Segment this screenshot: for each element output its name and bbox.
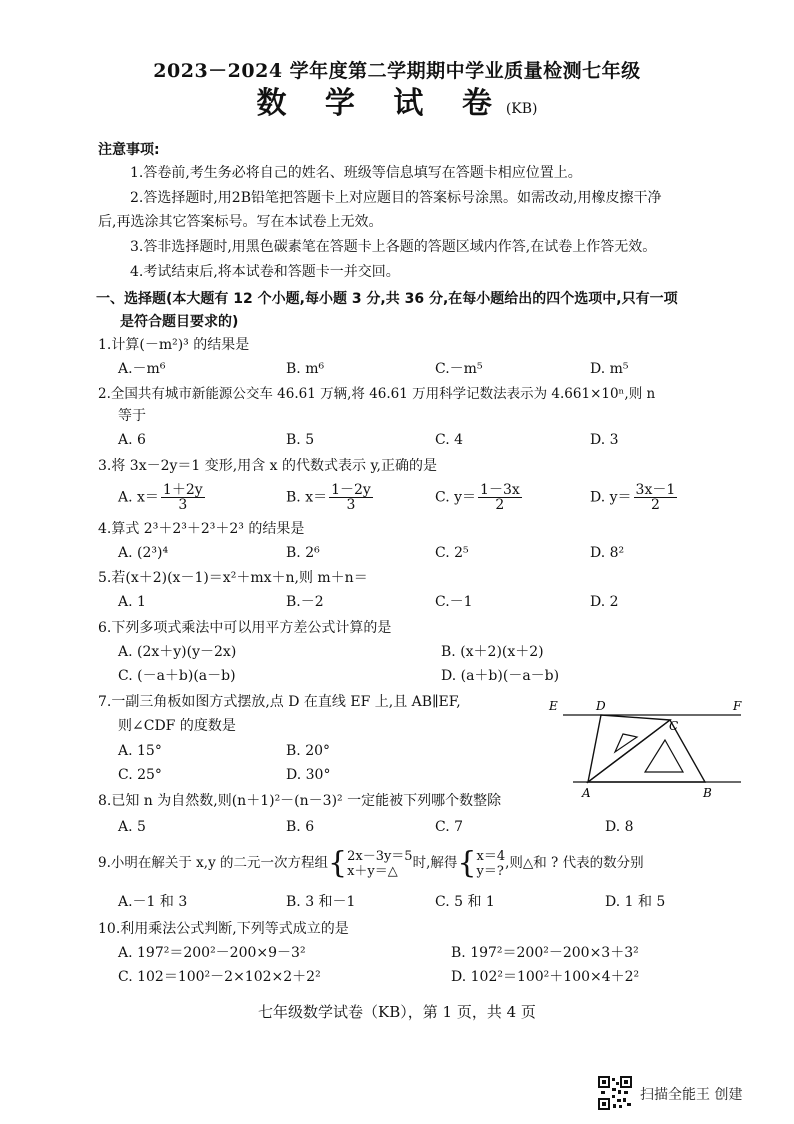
exam-title-line1: 2023－2024 学年度第二学期期中学业质量检测七年级 bbox=[153, 60, 641, 82]
q3-d-fraction: $\frac{3x-1}{2}$ bbox=[635, 482, 676, 513]
q3-option-a bbox=[118, 483, 205, 512]
q8-option-a: A. 5 bbox=[118, 819, 146, 835]
question-3: 3.将 3x－2y＝1 变形,用含 x 的代数式表示 y,正确的是 bbox=[98, 458, 437, 474]
q8-option-d: D. 8 bbox=[605, 819, 634, 835]
q3-c-fraction: $\frac{1-3x}{2}$ bbox=[480, 482, 520, 513]
exam-title-line2 bbox=[0, 86, 794, 121]
question-7-cont: 则∠CDF 的度数是 bbox=[118, 718, 236, 734]
label-d: D bbox=[596, 699, 606, 713]
question-2: 2.全国共有城市新能源公交车 46.61 万辆,将 46.61 万用科学记数法表示为 4.661×10ⁿ,则 n bbox=[98, 386, 656, 402]
section-heading-cont: 是符合题目要求的) bbox=[120, 314, 239, 330]
note-item: 2.答选择题时,用2B铅笔把答题卡上对应题目的答案标号涂黑。如需改动,用橡皮擦干净 bbox=[130, 190, 662, 206]
q3-option-c bbox=[435, 483, 522, 512]
q1-option-a: A.－m⁶ bbox=[118, 361, 166, 377]
q9-brace-icon: { bbox=[328, 845, 348, 881]
q5-option-c: C.－1 bbox=[435, 594, 473, 610]
q9-equation-system bbox=[347, 849, 413, 879]
q9-option-b: B. 3 和－1 bbox=[286, 894, 356, 910]
q9-sol2: y＝? bbox=[476, 863, 504, 879]
q10-option-d: D. 102²＝100²＋100×4＋2² bbox=[451, 969, 640, 985]
page-footer: 七年级数学试卷（KB），第 1 页，共 4 页 bbox=[258, 1003, 536, 1021]
q6-option-a: A. (2x＋y)(y－2x) bbox=[118, 644, 237, 660]
q3-b-label: B. x＝ bbox=[286, 489, 328, 506]
triangle-plate-1-inner bbox=[615, 734, 637, 752]
q4-option-d: D. 8² bbox=[590, 545, 625, 561]
q9-brace-icon-2: { bbox=[457, 845, 477, 881]
q9-option-d: D. 1 和 5 bbox=[605, 894, 666, 910]
q6-option-b: B. (x＋2)(x＋2) bbox=[441, 644, 544, 660]
q9-option-c: C. 5 和 1 bbox=[435, 894, 495, 910]
question-1: 1.计算(－m²)³ 的结果是 bbox=[98, 337, 250, 353]
triangle-plate-2-inner bbox=[645, 740, 683, 772]
q7-option-b: B. 20° bbox=[286, 743, 331, 759]
question-2-cont: 等于 bbox=[118, 408, 146, 424]
q9-eq2: x＋y＝△ bbox=[347, 863, 398, 879]
note-item: 1.答卷前,考生务必将自己的姓名、班级等信息填写在答题卡相应位置上。 bbox=[130, 165, 582, 181]
q1-option-b: B. m⁶ bbox=[286, 361, 325, 377]
q2-option-d: D. 3 bbox=[590, 432, 619, 448]
q3-option-d bbox=[590, 483, 677, 512]
q3-a-fraction: $\frac{1+2y}{3}$ bbox=[162, 482, 203, 513]
label-c: C bbox=[669, 719, 679, 733]
note-item: 后,再选涂其它答案标号。写在本试卷上无效。 bbox=[98, 214, 383, 230]
label-e: E bbox=[549, 699, 558, 713]
q3-b-fraction: $\frac{1-2y}{3}$ bbox=[331, 482, 371, 513]
q5-option-a: A. 1 bbox=[118, 594, 146, 610]
question-4: 4.算式 2³＋2³＋2³＋2³ 的结果是 bbox=[98, 521, 305, 537]
q9-sol1: x＝4 bbox=[476, 848, 506, 864]
q7-option-a: A. 15° bbox=[118, 743, 162, 759]
q7-option-d: D. 30° bbox=[286, 767, 331, 783]
q4-option-c: C. 2⁵ bbox=[435, 545, 469, 561]
q5-option-d: D. 2 bbox=[590, 594, 619, 610]
question-8: 8.已知 n 为自然数,则(n＋1)²－(n－3)² 一定能被下列哪个数整除 bbox=[98, 793, 502, 809]
note-item: 3.答非选择题时,用黑色碳素笔在答题卡上各题的答题区域内作答,在试卷上作答无效。 bbox=[130, 239, 657, 255]
q9-stem-post: ,则△和 ? 代表的数分别 bbox=[505, 855, 644, 871]
q8-option-c: C. 7 bbox=[435, 819, 464, 835]
section-heading: 一、选择题(本大题有 12 个小题,每小题 3 分,共 36 分,在每小题给出的四个选项中,只有一项 bbox=[96, 291, 678, 307]
q3-option-b bbox=[286, 483, 373, 512]
question-10: 10.利用乘法公式判断,下列等式成立的是 bbox=[98, 921, 349, 937]
q10-option-c: C. 102＝100²－2×102×2＋2² bbox=[118, 969, 321, 985]
question-7: 7.一副三角板如图方式摆放,点 D 在直线 EF 上,且 AB∥EF, bbox=[98, 694, 461, 710]
q2-option-a: A. 6 bbox=[118, 432, 146, 448]
q10-option-a: A. 197²＝200²－200×9－3² bbox=[118, 945, 306, 961]
q4-option-b: B. 2⁶ bbox=[286, 545, 320, 561]
label-a: A bbox=[582, 786, 591, 800]
label-b: B bbox=[703, 786, 712, 800]
q9-stem-pre: 9.小明在解关于 x,y 的二元一次方程组 bbox=[98, 855, 328, 871]
label-f: F bbox=[733, 699, 742, 713]
triangle-plate-2 bbox=[588, 720, 705, 782]
q3-a-label: A. x＝ bbox=[118, 489, 159, 506]
exam-subject: 数 学 试 卷 bbox=[256, 86, 506, 121]
q4-option-a: A. (2³)⁴ bbox=[118, 545, 169, 561]
qr-code-icon bbox=[598, 1076, 632, 1110]
q5-option-b: B.－2 bbox=[286, 594, 324, 610]
q1-option-c: C.－m⁵ bbox=[435, 361, 483, 377]
q10-option-b: B. 197²＝200²－200×3＋3² bbox=[451, 945, 639, 961]
q1-option-d: D. m⁵ bbox=[590, 361, 629, 377]
triangle-plates-figure bbox=[545, 692, 745, 804]
q3-c-label: C. y＝ bbox=[435, 489, 477, 506]
q8-option-b: B. 6 bbox=[286, 819, 315, 835]
q2-option-b: B. 5 bbox=[286, 432, 315, 448]
question-6: 6.下列多项式乘法中可以用平方差公式计算的是 bbox=[98, 620, 392, 636]
q6-option-c: C. (－a＋b)(a－b) bbox=[118, 668, 236, 684]
q7-option-c: C. 25° bbox=[118, 767, 162, 783]
exam-version: (KB) bbox=[505, 101, 538, 117]
q2-option-c: C. 4 bbox=[435, 432, 464, 448]
question-5: 5.若(x＋2)(x－1)＝x²＋mx＋n,则 m＋n＝ bbox=[98, 570, 368, 586]
notes-heading: 注意事项: bbox=[98, 142, 160, 158]
question-9 bbox=[98, 846, 644, 881]
scanner-watermark: 扫描全能王 创建 bbox=[640, 1087, 743, 1103]
q3-d-label: D. y＝ bbox=[590, 489, 632, 506]
q9-option-a: A.－1 和 3 bbox=[118, 894, 188, 910]
q9-solution bbox=[476, 849, 505, 879]
q9-eq1: 2x－3y＝5 bbox=[347, 848, 413, 864]
q9-mid: 时,解得 bbox=[412, 855, 458, 871]
q6-option-d: D. (a＋b)(－a－b) bbox=[441, 668, 560, 684]
note-item: 4.考试结束后,将本试卷和答题卡一并交回。 bbox=[130, 264, 400, 280]
